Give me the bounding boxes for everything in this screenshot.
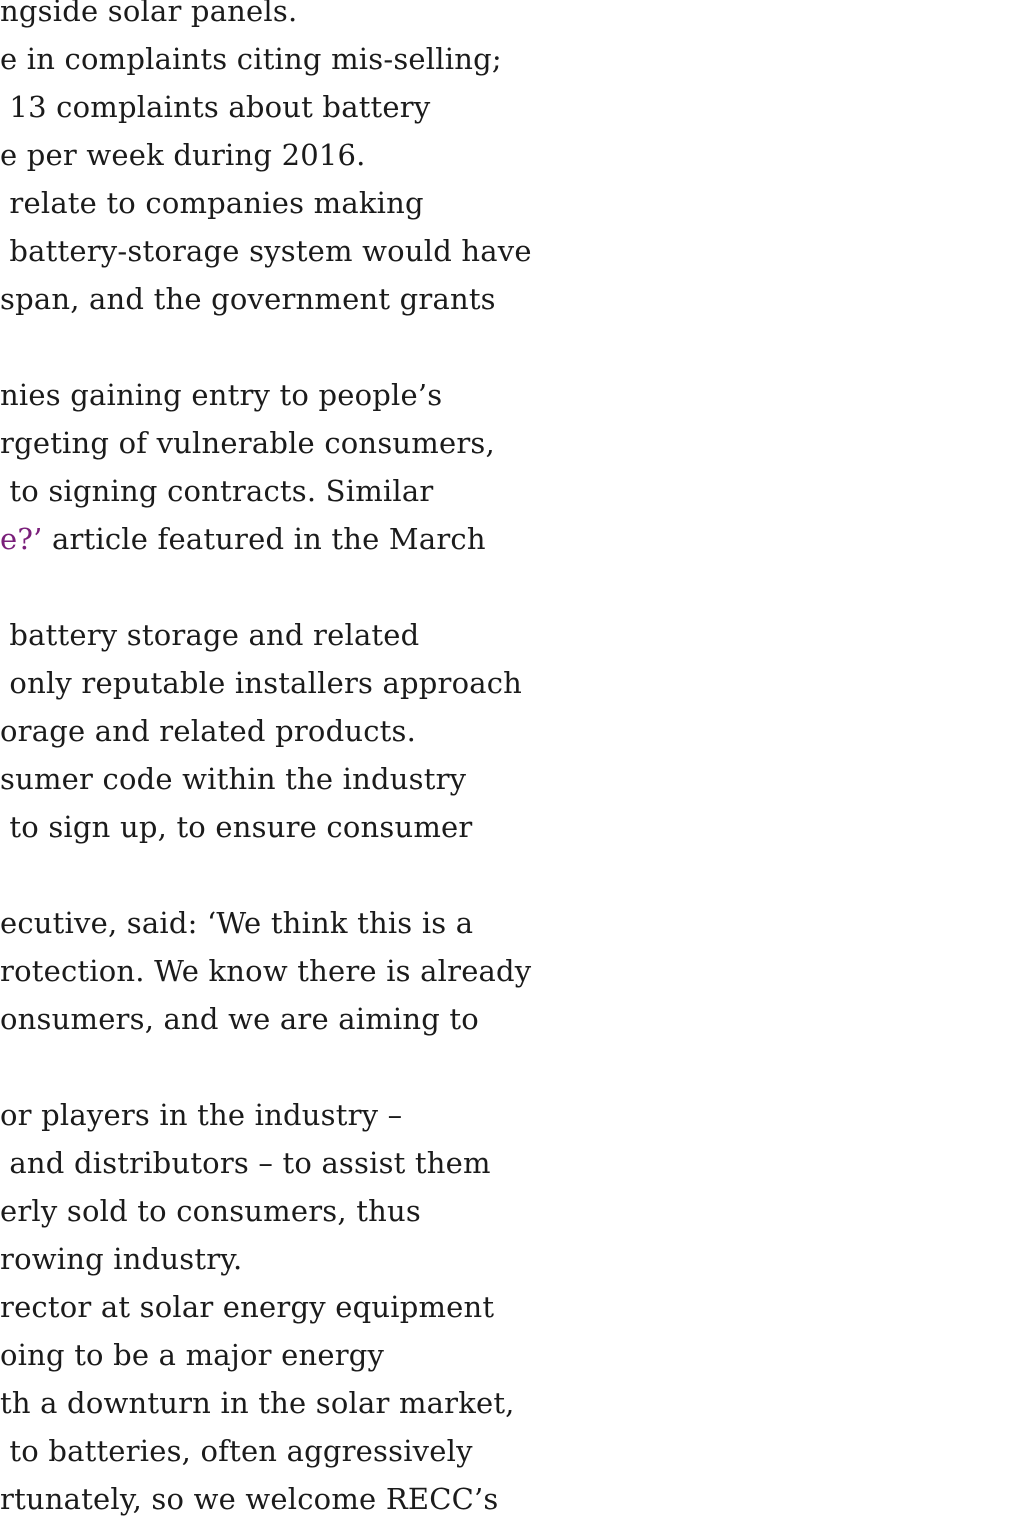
text-line-rest: article featured in the March — [42, 522, 486, 556]
text-line: 13 complaints about battery — [0, 90, 431, 124]
text-line: to sign up, to ensure consumer — [0, 810, 473, 844]
text-line: only reputable installers approach — [0, 666, 523, 700]
text-line: rector at solar energy equipment — [0, 1290, 495, 1324]
text-line: e in complaints citing mis-selling; — [0, 42, 502, 76]
text-line: and distributors – to assist them — [0, 1146, 491, 1180]
text-line: th a downturn in the solar market, — [0, 1386, 515, 1420]
text-line: relate to companies making — [0, 186, 424, 220]
text-line: battery-storage system would have — [0, 234, 532, 268]
text-line: e per week during 2016. — [0, 138, 366, 172]
text-line: ecutive, said: ‘We think this is a — [0, 906, 474, 940]
text-line: rotection. We know there is already — [0, 954, 532, 988]
text-line: orage and related products. — [0, 714, 417, 748]
text-line: rgeting of vulnerable consumers, — [0, 426, 495, 460]
text-line-with-link — [0, 515, 1024, 563]
text-line: sumer code within the industry — [0, 762, 467, 796]
text-line: battery storage and related — [0, 618, 420, 652]
text-line: span, and the government grants — [0, 282, 496, 316]
article-link[interactable]: e?’ — [0, 522, 43, 556]
text-line: to batteries, often aggressively — [0, 1434, 473, 1468]
text-line: ngside solar panels. — [0, 0, 298, 28]
text-line: to signing contracts. Similar — [0, 474, 434, 508]
text-line: rtunately, so we welcome RECC’s — [0, 1482, 499, 1516]
text-line: rowing industry. — [0, 1242, 243, 1276]
text-line: nies gaining entry to people’s — [0, 378, 443, 412]
text-line: oing to be a major energy — [0, 1338, 385, 1372]
text-line: onsumers, and we are aiming to — [0, 1002, 479, 1036]
text-line: erly sold to consumers, thus — [0, 1194, 421, 1228]
text-line: or players in the industry – — [0, 1098, 403, 1132]
